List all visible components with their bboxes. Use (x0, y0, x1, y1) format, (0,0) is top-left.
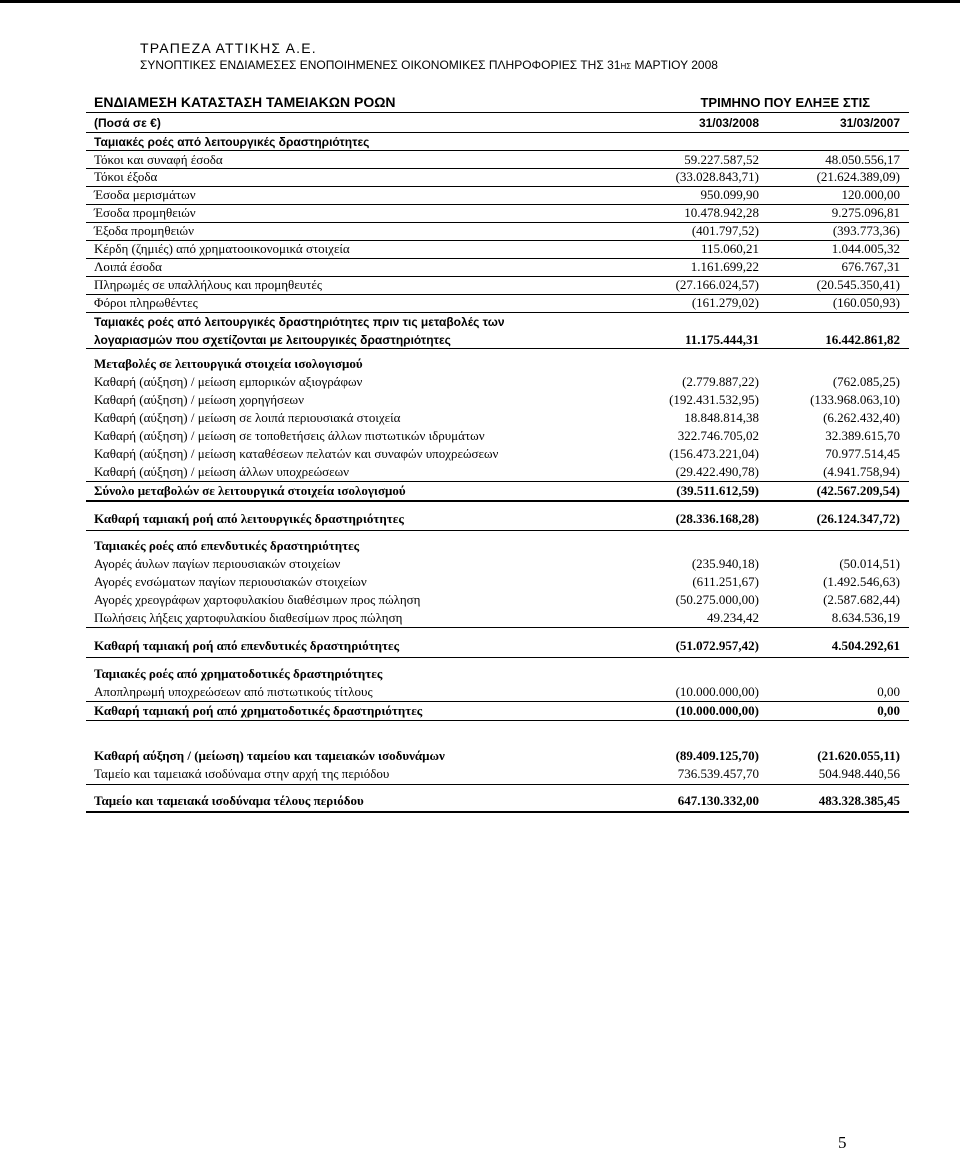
changes-total-row: Σύνολο μεταβολών σε λειτουργικά στοιχεία ισολογισμού (39.511.612,59) (42.567.209,54) (94, 483, 900, 498)
table-row: Έσοδα προμηθειών 10.478.942,28 9.275.096,81 (94, 205, 900, 220)
column-header-row (94, 114, 906, 132)
opening-rule (86, 784, 909, 785)
table-row: Καθαρή (αύξηση) / μείωση εμπορικών αξιογράφων (2.779.887,22) (762.085,25) (94, 374, 900, 389)
net-change-row: Καθαρή αύξηση / (μείωση) ταμείου και ταμειακών ισοδυνάμων (89.409.125,70) (21.620.055,11) (94, 748, 900, 763)
operating-heading: Ταμιακές ροές από λειτουργικές δραστηριότητες (94, 135, 370, 149)
table-row: Έξοδα προμηθειών (401.797,52) (393.773,36) (94, 223, 900, 238)
opening-balance-row: Ταμείο και ταμειακά ισοδύναμα στην αρχή της περιόδου 736.539.457,70 504.948.440,56 (94, 766, 900, 781)
closing-balance-row: Ταμείο και ταμειακά ισοδύναμα τέλους περιόδου 647.130.332,00 483.328.385,45 (94, 793, 900, 808)
table-row: Αγορές άυλων παγίων περιουσιακών στοιχείων (235.940,18) (50.014,51) (94, 556, 900, 571)
table-row: Αγορές χρεογράφων χαρτοφυλακίου διαθέσιμων προς πώληση (50.275.000,00) (2.587.682,44) (94, 592, 900, 607)
investing-rule (86, 627, 909, 628)
total-bottom-rule (86, 500, 909, 502)
subtotal-rule (86, 348, 909, 349)
table-row: Λοιπά έσοδα 1.161.699,22 676.767,31 (94, 259, 900, 274)
net-investing-row: Καθαρή ταμιακή ροή από επενδυτικές δραστηριότητες (51.072.957,42) 4.504.292,61 (94, 638, 900, 653)
table-row: Καθαρή (αύξηση) / μείωση χορηγήσεων (192.431.532,95) (133.968.063,10) (94, 392, 900, 407)
column-2007: 31/03/2007 (839, 116, 900, 130)
title-rule (86, 112, 909, 113)
financing-heading: Ταμιακές ροές από χρηματοδοτικές δραστηριότητες (94, 666, 383, 681)
table-row: Αποπληρωμή υποχρεώσεων από πιστωτικούς τίτλους (10.000.000,00) 0,00 (94, 684, 900, 699)
table-row: Έσοδα μερισμάτων 950.099,90 120.000,00 (94, 187, 900, 202)
table-row: Φόροι πληρωθέντες (161.279,02) (160.050,93) (94, 295, 900, 310)
top-border-line (0, 0, 960, 3)
table-row: Πωλήσεις λήξεις χαρτοφυλακίου διαθεσίμων προς πώληση 49.234,42 8.634.536,19 (94, 610, 900, 625)
investing-heading: Ταμιακές ροές από επενδυτικές δραστηριότητες (94, 538, 360, 553)
page-number: 5 (838, 1133, 847, 1152)
net-operating-row: Καθαρή ταμιακή ροή από λειτουργικές δραστηριότητες (28.336.168,28) (26.124.347,72) (94, 511, 900, 526)
net-financing-rule (86, 720, 909, 721)
period-heading: ΤΡΙΜΗΝΟ ΠΟΥ ΕΛΗΞΕ ΣΤΙΣ (700, 95, 870, 110)
operating-subtotal-row: Ταμιακές ροές από λειτουργικές δραστηριότητες πριν τις μεταβολές των λογαριασμών που σχετίζονται με λειτουργικές δραστηριότητες 11.175.444,31 16.442.861,82 (94, 315, 900, 347)
table-row: Καθαρή (αύξηση) / μείωση άλλων υποχρεώσεων (29.422.490,78) (4.941.758,94) (94, 464, 900, 479)
table-row: Τόκοι έξοδα (33.028.843,71) (21.624.389,09) (94, 169, 900, 184)
unit-label: (Ποσά σε €) (94, 116, 161, 130)
closing-rule (86, 811, 909, 813)
table-row: Πληρωμές σε υπαλλήλους και προμηθευτές (27.166.024,57) (20.545.350,41) (94, 277, 900, 292)
table-row: Καθαρή (αύξηση) / μείωση σε τοποθετήσεις άλλων πιστωτικών ιδρυμάτων 322.746.705,02 32.389.615,70 (94, 428, 900, 443)
statement-title: ΕΝΔΙΑΜΕΣΗ ΚΑΤΑΣΤΑΣΗ ΤΑΜΕΙΑΚΩΝ ΡΟΩΝ (94, 94, 396, 110)
column-2008: 31/03/2008 (698, 116, 759, 130)
company-name: ΤΡΑΠΕΖΑ ΑΤΤΙΚΗΣ Α.Ε. (140, 40, 317, 56)
changes-heading: Μεταβολές σε λειτουργικά στοιχεία ισολογισμού (94, 356, 363, 371)
net-operating-rule (86, 530, 909, 531)
table-row: Κέρδη (ζημιές) από χρηματοοικονομικά στοιχεία 115.060,21 1.044.005,32 (94, 241, 900, 256)
table-row: Τόκοι και συναφή έσοδα 59.227.587,52 48.050.556,17 (94, 152, 900, 167)
table-row: Καθαρή (αύξηση) / μείωση καταθέσεων πελατών και συναφών υποχρεώσεων (156.473.221,04) 70.977.514,45 (94, 446, 900, 461)
net-financing-row: Καθαρή ταμιακή ροή από χρηματοδοτικές δραστηριότητες (10.000.000,00) 0,00 (94, 703, 900, 718)
net-investing-rule (86, 657, 909, 658)
table-row: Αγορές ενσώματων παγίων περιουσιακών στοιχείων (611.251,67) (1.492.546,63) (94, 574, 900, 589)
table-row: Καθαρή (αύξηση) / μείωση σε λοιπά περιουσιακά στοιχεία 18.848.814,38 (6.262.432,40) (94, 410, 900, 425)
report-subtitle: ΣΥΝΟΠΤΙΚΕΣ ΕΝΔΙΑΜΕΣΕΣ ΕΝΟΠΟΙΗΜΕΝΕΣ ΟΙΚΟΝΟΜΙΚΕΣ ΠΛΗΡΟΦΟΡΙΕΣ ΤΗΣ 31ΗΣ ΜΑΡΤΙΟΥ 2008 (140, 58, 718, 72)
